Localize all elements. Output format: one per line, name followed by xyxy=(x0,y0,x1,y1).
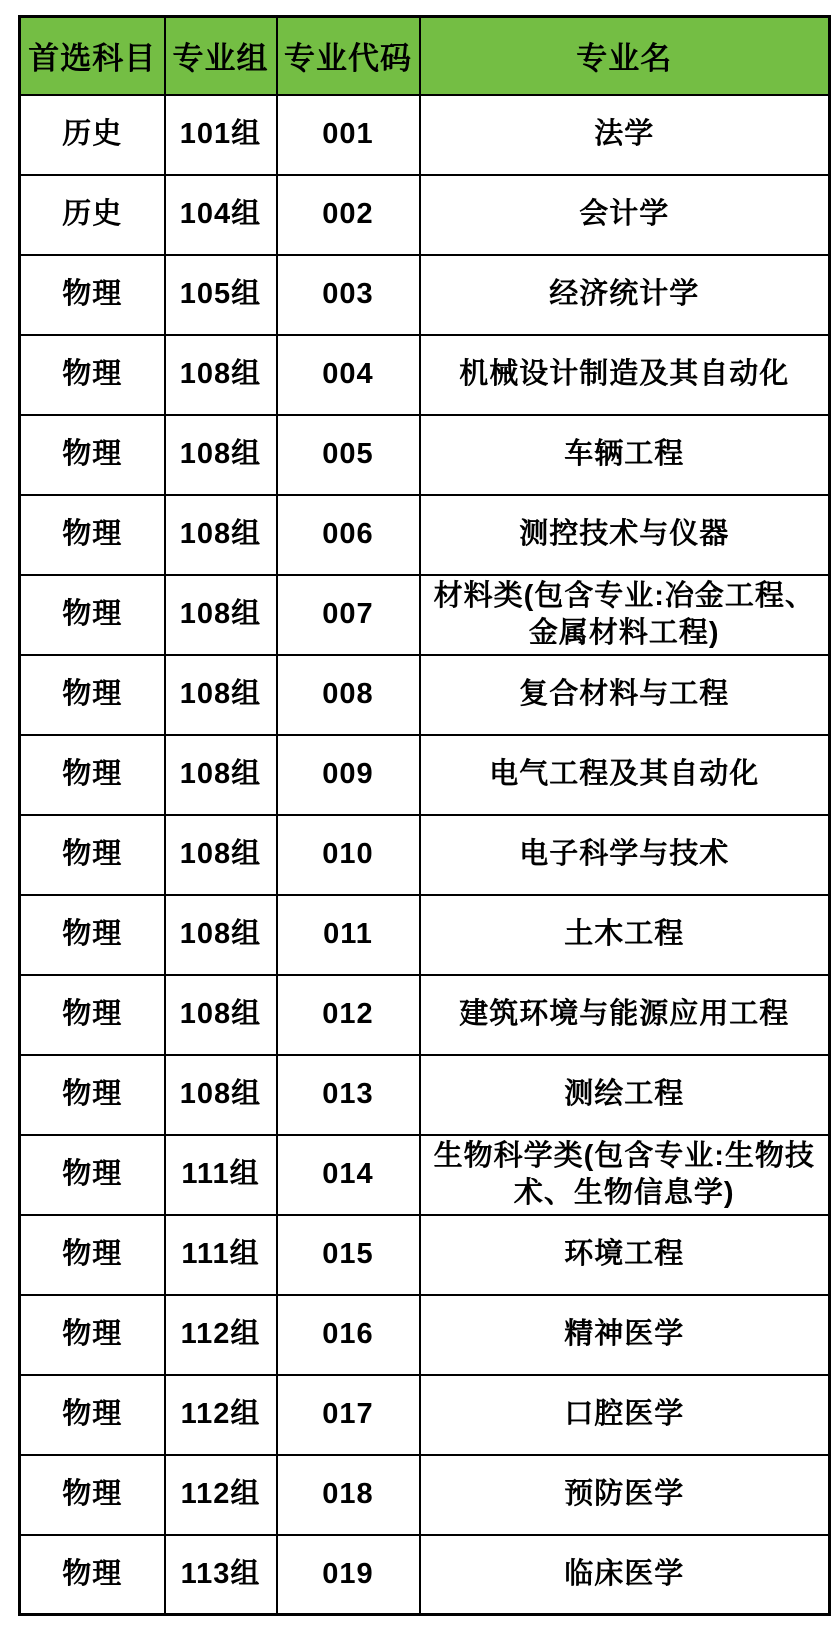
cell-subject: 物理 xyxy=(20,335,165,415)
table-row xyxy=(20,975,830,1055)
cell-code: 010 xyxy=(277,815,420,895)
majors-table xyxy=(18,15,831,1616)
cell-major: 材料类(包含专业:冶金工程、金属材料工程) xyxy=(420,575,830,655)
cell-subject: 物理 xyxy=(20,975,165,1055)
table-row xyxy=(20,1215,830,1295)
cell-major: 测控技术与仪器 xyxy=(420,495,830,575)
table-row xyxy=(20,815,830,895)
cell-major: 环境工程 xyxy=(420,1215,830,1295)
cell-major: 测绘工程 xyxy=(420,1055,830,1135)
cell-major: 预防医学 xyxy=(420,1455,830,1535)
cell-group: 112组 xyxy=(165,1375,277,1455)
cell-major: 精神医学 xyxy=(420,1295,830,1375)
cell-group: 108组 xyxy=(165,575,277,655)
cell-code: 005 xyxy=(277,415,420,495)
cell-code: 017 xyxy=(277,1375,420,1455)
cell-code: 014 xyxy=(277,1135,420,1215)
table-row xyxy=(20,575,830,655)
cell-major: 机械设计制造及其自动化 xyxy=(420,335,830,415)
cell-major: 电气工程及其自动化 xyxy=(420,735,830,815)
cell-major: 经济统计学 xyxy=(420,255,830,335)
cell-major: 会计学 xyxy=(420,175,830,255)
cell-subject: 物理 xyxy=(20,655,165,735)
cell-group: 104组 xyxy=(165,175,277,255)
cell-subject: 物理 xyxy=(20,1375,165,1455)
cell-group: 111组 xyxy=(165,1135,277,1215)
cell-major: 口腔医学 xyxy=(420,1375,830,1455)
cell-group: 101组 xyxy=(165,95,277,175)
cell-major: 土木工程 xyxy=(420,895,830,975)
cell-group: 108组 xyxy=(165,735,277,815)
cell-code: 018 xyxy=(277,1455,420,1535)
table-row xyxy=(20,175,830,255)
column-header-group: 专业组 xyxy=(165,17,277,95)
table-row xyxy=(20,1455,830,1535)
table-row xyxy=(20,735,830,815)
table-row xyxy=(20,655,830,735)
cell-code: 008 xyxy=(277,655,420,735)
table-row xyxy=(20,1535,830,1615)
cell-code: 016 xyxy=(277,1295,420,1375)
table-row xyxy=(20,1375,830,1455)
column-header-code: 专业代码 xyxy=(277,17,420,95)
cell-code: 007 xyxy=(277,575,420,655)
cell-subject: 物理 xyxy=(20,1455,165,1535)
table-row xyxy=(20,415,830,495)
cell-subject: 物理 xyxy=(20,895,165,975)
cell-major: 生物科学类(包含专业:生物技术、生物信息学) xyxy=(420,1135,830,1215)
cell-group: 108组 xyxy=(165,655,277,735)
cell-code: 012 xyxy=(277,975,420,1055)
column-header-subject: 首选科目 xyxy=(20,17,165,95)
cell-code: 009 xyxy=(277,735,420,815)
cell-subject: 物理 xyxy=(20,415,165,495)
cell-subject: 物理 xyxy=(20,815,165,895)
cell-subject: 物理 xyxy=(20,735,165,815)
cell-major: 车辆工程 xyxy=(420,415,830,495)
cell-subject: 物理 xyxy=(20,1135,165,1215)
cell-subject: 物理 xyxy=(20,1535,165,1615)
table-row xyxy=(20,335,830,415)
cell-group: 108组 xyxy=(165,975,277,1055)
cell-code: 003 xyxy=(277,255,420,335)
table-row xyxy=(20,1055,830,1135)
cell-group: 113组 xyxy=(165,1535,277,1615)
cell-code: 013 xyxy=(277,1055,420,1135)
cell-group: 108组 xyxy=(165,495,277,575)
table-row xyxy=(20,495,830,575)
cell-major: 建筑环境与能源应用工程 xyxy=(420,975,830,1055)
cell-group: 108组 xyxy=(165,335,277,415)
header-row xyxy=(20,17,830,95)
table-row xyxy=(20,1135,830,1215)
column-header-major: 专业名 xyxy=(420,17,830,95)
cell-subject: 物理 xyxy=(20,1215,165,1295)
cell-code: 011 xyxy=(277,895,420,975)
cell-code: 001 xyxy=(277,95,420,175)
cell-major: 电子科学与技术 xyxy=(420,815,830,895)
cell-major: 法学 xyxy=(420,95,830,175)
table-row xyxy=(20,95,830,175)
cell-group: 112组 xyxy=(165,1455,277,1535)
cell-group: 111组 xyxy=(165,1215,277,1295)
cell-group: 112组 xyxy=(165,1295,277,1375)
cell-group: 108组 xyxy=(165,1055,277,1135)
cell-subject: 物理 xyxy=(20,1055,165,1135)
cell-major: 临床医学 xyxy=(420,1535,830,1615)
cell-code: 004 xyxy=(277,335,420,415)
cell-code: 019 xyxy=(277,1535,420,1615)
cell-major: 复合材料与工程 xyxy=(420,655,830,735)
cell-code: 006 xyxy=(277,495,420,575)
cell-group: 108组 xyxy=(165,895,277,975)
cell-subject: 物理 xyxy=(20,1295,165,1375)
cell-group: 108组 xyxy=(165,415,277,495)
cell-subject: 物理 xyxy=(20,575,165,655)
table-header xyxy=(20,17,830,95)
cell-group: 105组 xyxy=(165,255,277,335)
cell-code: 015 xyxy=(277,1215,420,1295)
table-row xyxy=(20,1295,830,1375)
cell-subject: 历史 xyxy=(20,175,165,255)
cell-subject: 物理 xyxy=(20,255,165,335)
cell-code: 002 xyxy=(277,175,420,255)
table-row xyxy=(20,895,830,975)
cell-subject: 物理 xyxy=(20,495,165,575)
table-body xyxy=(20,95,830,1615)
cell-group: 108组 xyxy=(165,815,277,895)
table-row xyxy=(20,255,830,335)
cell-subject: 历史 xyxy=(20,95,165,175)
